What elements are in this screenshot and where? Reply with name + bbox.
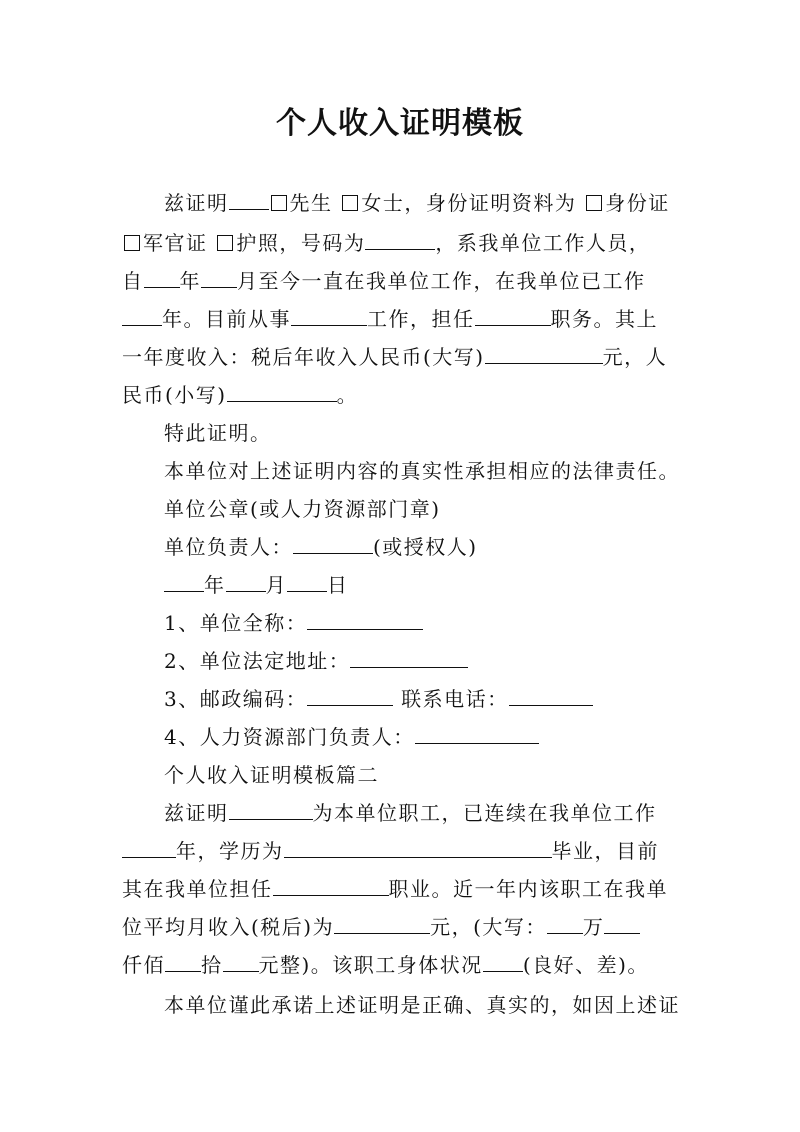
years-blank xyxy=(122,304,162,326)
paragraph-line xyxy=(122,342,682,372)
paragraph-line xyxy=(122,304,682,334)
text: 为本单位职工，已连续在我单位工作 xyxy=(312,801,657,825)
education-blank xyxy=(284,836,552,858)
section-heading: 个人收入证明模板篇二 xyxy=(164,763,379,787)
responsibility-line: 本单位对上述证明内容的真实性承担相应的法律责任。 xyxy=(164,459,680,483)
item-line xyxy=(164,608,684,638)
item-line xyxy=(164,684,684,714)
text: 民币(小写) xyxy=(122,383,227,407)
occupation-blank xyxy=(273,874,389,896)
income-upper-blank xyxy=(485,342,603,364)
text: 2、单位法定地址： xyxy=(164,649,351,673)
address-blank xyxy=(350,646,468,668)
start-month-blank xyxy=(201,266,237,288)
id-number-blank xyxy=(365,228,435,250)
text: 月至今一直在我单位工作，在我单位已工作 xyxy=(237,269,646,293)
name-blank xyxy=(229,188,269,210)
wan-blank xyxy=(547,912,583,934)
text: 护照，号码为 xyxy=(236,231,366,255)
paragraph-line xyxy=(164,188,684,218)
work-blank xyxy=(291,304,367,326)
yuan-blank xyxy=(223,950,259,972)
text: 拾 xyxy=(201,953,223,977)
hr-leader-blank xyxy=(415,722,539,744)
text: ，系我单位工作人员， xyxy=(435,231,651,255)
paragraph-line xyxy=(122,266,682,296)
text: 年 xyxy=(204,573,226,597)
certify-line: 特此证明。 xyxy=(164,421,272,445)
text: 4、人力资源部门负责人： xyxy=(164,725,415,749)
shi-blank xyxy=(165,950,201,972)
text: 其在我单位担任 xyxy=(122,877,273,901)
text: 年。目前从事 xyxy=(162,307,291,331)
leader-line xyxy=(164,532,684,562)
text: 日 xyxy=(327,573,349,597)
day-blank xyxy=(287,570,327,592)
text: 元，(大写： xyxy=(430,915,547,939)
paragraph-line xyxy=(122,874,682,904)
text: 位平均月收入(税后)为 xyxy=(122,915,335,939)
text: 兹证明 xyxy=(164,191,229,215)
text: 联系电话： xyxy=(401,687,509,711)
text: 毕业，目前 xyxy=(551,839,659,863)
text: 年 xyxy=(179,269,201,293)
text: 仟佰 xyxy=(122,953,165,977)
text: 单位负责人： xyxy=(164,535,293,559)
leader-blank xyxy=(293,532,373,554)
health-blank xyxy=(483,950,523,972)
paragraph-line xyxy=(122,912,682,942)
text: 万 xyxy=(582,915,605,939)
text: (良好、差)。 xyxy=(522,953,649,977)
text: 自 xyxy=(122,269,144,293)
text: 元，人 xyxy=(602,345,668,369)
paragraph-line xyxy=(122,228,682,258)
text: 先生 xyxy=(289,191,333,215)
officer-checkbox xyxy=(124,235,140,251)
phone-blank xyxy=(509,684,593,706)
text: 职业。近一年内该职工在我单 xyxy=(388,877,668,901)
text: 女士，身份证明资料为 xyxy=(361,191,577,215)
paragraph-line: 本单位谨此承诺上述证明是正确、真实的，如因上述证 xyxy=(164,993,680,1017)
company-name-blank xyxy=(307,608,423,630)
text: 。 xyxy=(336,383,359,407)
monthly-income-blank xyxy=(334,912,430,934)
paragraph-line xyxy=(164,798,684,828)
document-title: 个人收入证明模板 xyxy=(276,106,524,141)
text: 一年度收入：税后年收入人民币(大写) xyxy=(122,345,485,369)
text: 1、单位全称： xyxy=(164,611,308,635)
text: 身份证 xyxy=(605,191,670,215)
year-blank xyxy=(164,570,204,592)
text: 军官证 xyxy=(143,231,208,255)
month-blank xyxy=(226,570,266,592)
idcard-checkbox xyxy=(586,195,602,211)
item-line xyxy=(164,722,684,752)
years-worked-blank xyxy=(122,836,176,858)
text: 兹证明 xyxy=(164,801,229,825)
text: 年，学历为 xyxy=(176,839,284,863)
passport-checkbox xyxy=(217,235,233,251)
seal-line: 单位公章(或人力资源部门章) xyxy=(164,497,441,521)
qian-blank xyxy=(604,912,640,934)
ms-checkbox xyxy=(342,195,358,211)
date-line xyxy=(164,570,684,600)
employee-name-blank xyxy=(229,798,313,820)
text: 3、邮政编码： xyxy=(164,687,308,711)
text: 元整)。该职工身体状况 xyxy=(258,953,483,977)
start-year-blank xyxy=(144,266,180,288)
paragraph-line xyxy=(122,950,682,980)
paragraph-line xyxy=(122,836,682,866)
item-line xyxy=(164,646,684,676)
postcode-blank xyxy=(307,684,393,706)
text: 工作，担任 xyxy=(367,307,475,331)
income-lower-blank xyxy=(227,380,337,402)
paragraph-line xyxy=(122,380,682,410)
mr-checkbox xyxy=(271,195,287,211)
text: (或授权人) xyxy=(373,535,478,559)
text: 月 xyxy=(265,573,287,597)
post-blank xyxy=(475,304,551,326)
text: 职务。其上 xyxy=(550,307,658,331)
